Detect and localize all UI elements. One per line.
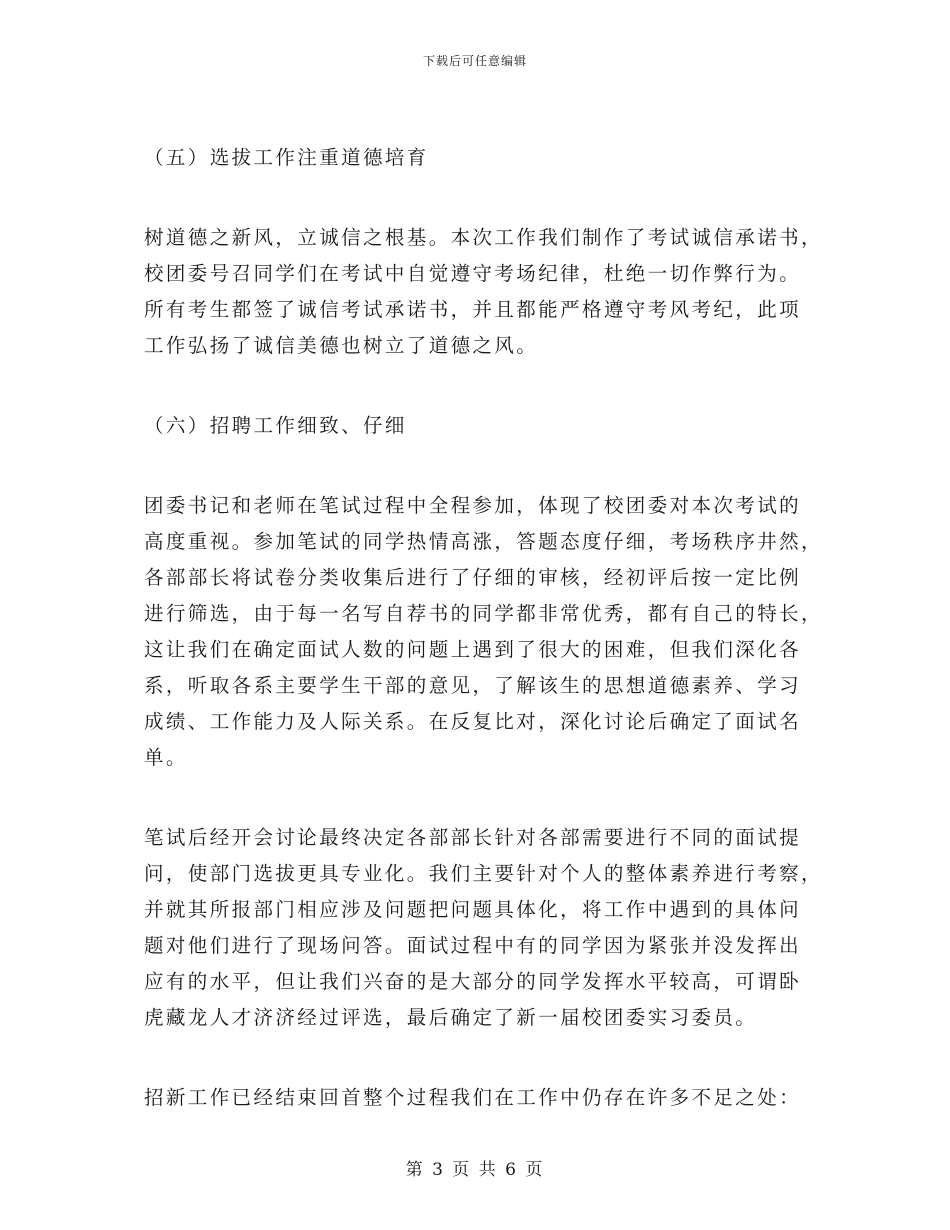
page-number-footer: 第 3 页 共 6 页 (405, 1160, 545, 1180)
paragraph-line: 单。 (144, 746, 188, 769)
paragraph-line: 问，使部门选拔更具专业化。我们主要针对个人的整体素养进行考察， (144, 862, 823, 885)
paragraph-line: 树道德之新风，立诚信之根基。本次工作我们制作了考试诚信承诺书， (144, 226, 823, 249)
section-6-heading: （六）招聘工作细致、仔细 (144, 414, 407, 437)
paragraph-line: 笔试后经开会讨论最终决定各部部长针对各部需要进行不同的面试提 (144, 826, 802, 849)
paragraph-line: 校团委号召同学们在考试中自觉遵守考场纪律，杜绝一切作弊行为。 (144, 262, 802, 285)
paragraph-line: 所有考生都签了诚信考试承诺书，并且都能严格遵守考风考纪，此项 (144, 298, 802, 321)
paragraph-line: 成绩、工作能力及人际关系。在反复比对，深化讨论后确定了面试名 (144, 710, 802, 733)
document-body (144, 140, 823, 1116)
paragraph-line: 工作弘扬了诚信美德也树立了道德之风。 (144, 334, 539, 357)
paragraph-line: 团委书记和老师在笔试过程中全程参加，体现了校团委对本次考试的 (144, 494, 802, 517)
paragraph-4 (144, 1080, 808, 1116)
paragraph-gap (144, 776, 808, 820)
paragraph-gap (144, 444, 808, 488)
paragraph-gap (144, 1036, 808, 1080)
paragraph-line: 进行筛选，由于每一名写自荐书的同学都非常优秀，都有自己的特长， (144, 602, 823, 625)
paragraph-line: 虎藏龙人才济济经过评选，最后确定了新一届校团委实习委员。 (144, 1006, 758, 1029)
paragraph-3 (144, 820, 823, 1036)
paragraph-line: 高度重视。参加笔试的同学热情高涨，答题态度仔细，考场秩序井然， (144, 530, 823, 553)
paragraph-line: 各部部长将试卷分类收集后进行了仔细的审核，经初评后按一定比例 (144, 566, 802, 589)
paragraph-gap (144, 176, 808, 220)
paragraph-line: 题对他们进行了现场问答。面试过程中有的同学因为紧张并没发挥出 (144, 934, 802, 957)
paragraph-1 (144, 220, 823, 364)
paragraph-2 (144, 488, 823, 776)
paragraph-gap (144, 364, 808, 408)
paragraph-line: 系，听取各系主要学生干部的意见，了解该生的思想道德素养、学习 (144, 674, 802, 697)
paragraph-line: 应有的水平，但让我们兴奋的是大部分的同学发挥水平较高，可谓卧 (144, 970, 802, 993)
paragraph-line: 这让我们在确定面试人数的问题上遇到了很大的困难，但我们深化各 (144, 638, 802, 661)
paragraph-line: 招新工作已经结束回首整个过程我们在工作中仍存在许多不足之处： (144, 1086, 802, 1109)
page-header-note: 下载后可任意编辑 (422, 54, 527, 68)
section-5-heading: （五）选拔工作注重道德培育 (144, 146, 429, 169)
paragraph-line: 并就其所报部门相应涉及问题把问题具体化，将工作中遇到的具体问 (144, 898, 802, 921)
